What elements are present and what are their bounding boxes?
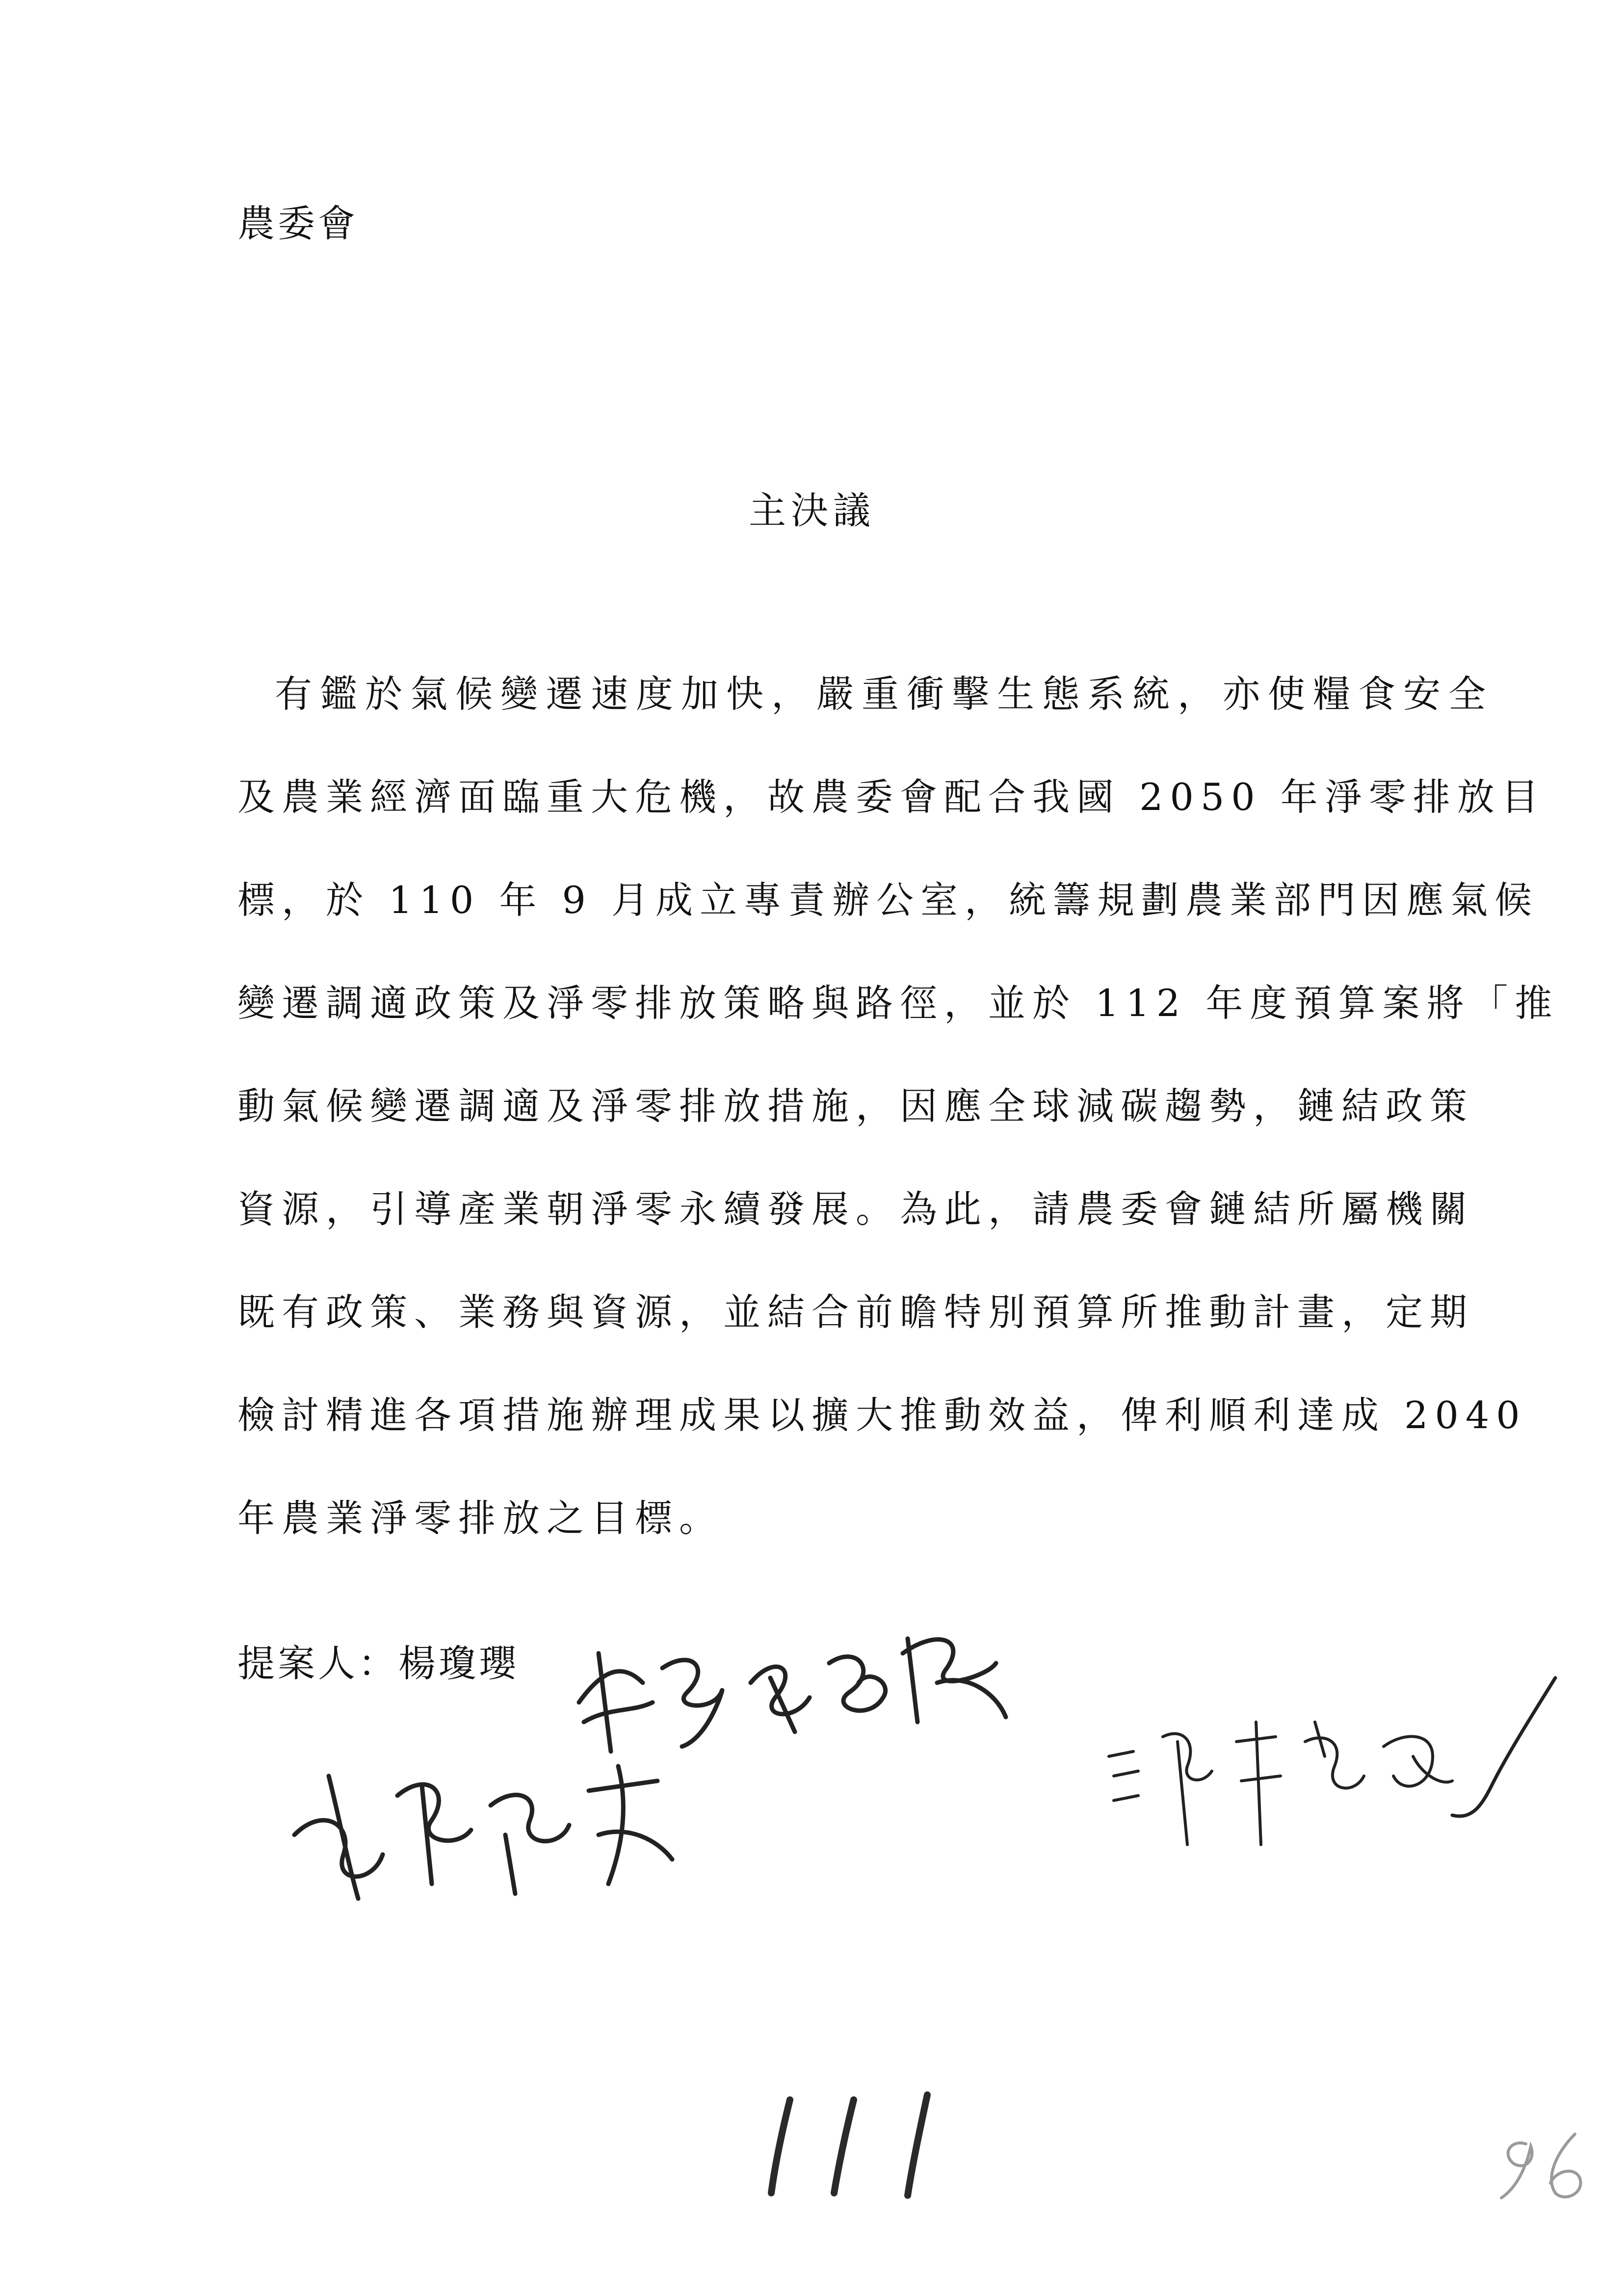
proposer-line: 提案人：楊瓊瓔 [237,1642,519,1685]
page-title: 主決議 [749,489,875,532]
signature-3 [1099,1658,1560,1864]
body-line: 既有政策、業務與資源，並結合前瞻特別預算所推動計畫，定期 [237,1290,1474,1334]
motion-number-handwritten [756,2085,962,2205]
body-line: 及農業經濟面臨重大危機，故農委會配合我國 2050 年淨零排放目 [237,775,1545,819]
agency-name: 農委會 [237,202,358,245]
body-line: 標，於 110 年 9 月成立專責辦公室，統籌規劃農業部門因應氣候 [237,878,1539,922]
body-line: 變遷調適政策及淨零排放策略與路徑，並於 112 年度預算案將「推 [237,981,1559,1025]
resolution-body [237,667,1559,1594]
body-line: 動氣候變遷調適及淨零排放措施，因應全球減碳趨勢，鏈結政策 [237,1084,1474,1128]
body-line: 年農業淨零排放之目標。 [237,1496,723,1540]
signature-2 [285,1737,726,1913]
body-line: 資源，引導產業朝淨零永續發展。為此，請農委會鏈結所屬機關 [237,1187,1474,1231]
body-line: 有鑑於氣候變遷速度加快，嚴重衝擊生態系統，亦使糧食安全 [275,672,1493,716]
page-number-handwritten [1492,2124,1609,2205]
body-line: 檢討精進各項措施辦理成果以擴大推動效益，俾利順利達成 2040 [237,1393,1527,1437]
